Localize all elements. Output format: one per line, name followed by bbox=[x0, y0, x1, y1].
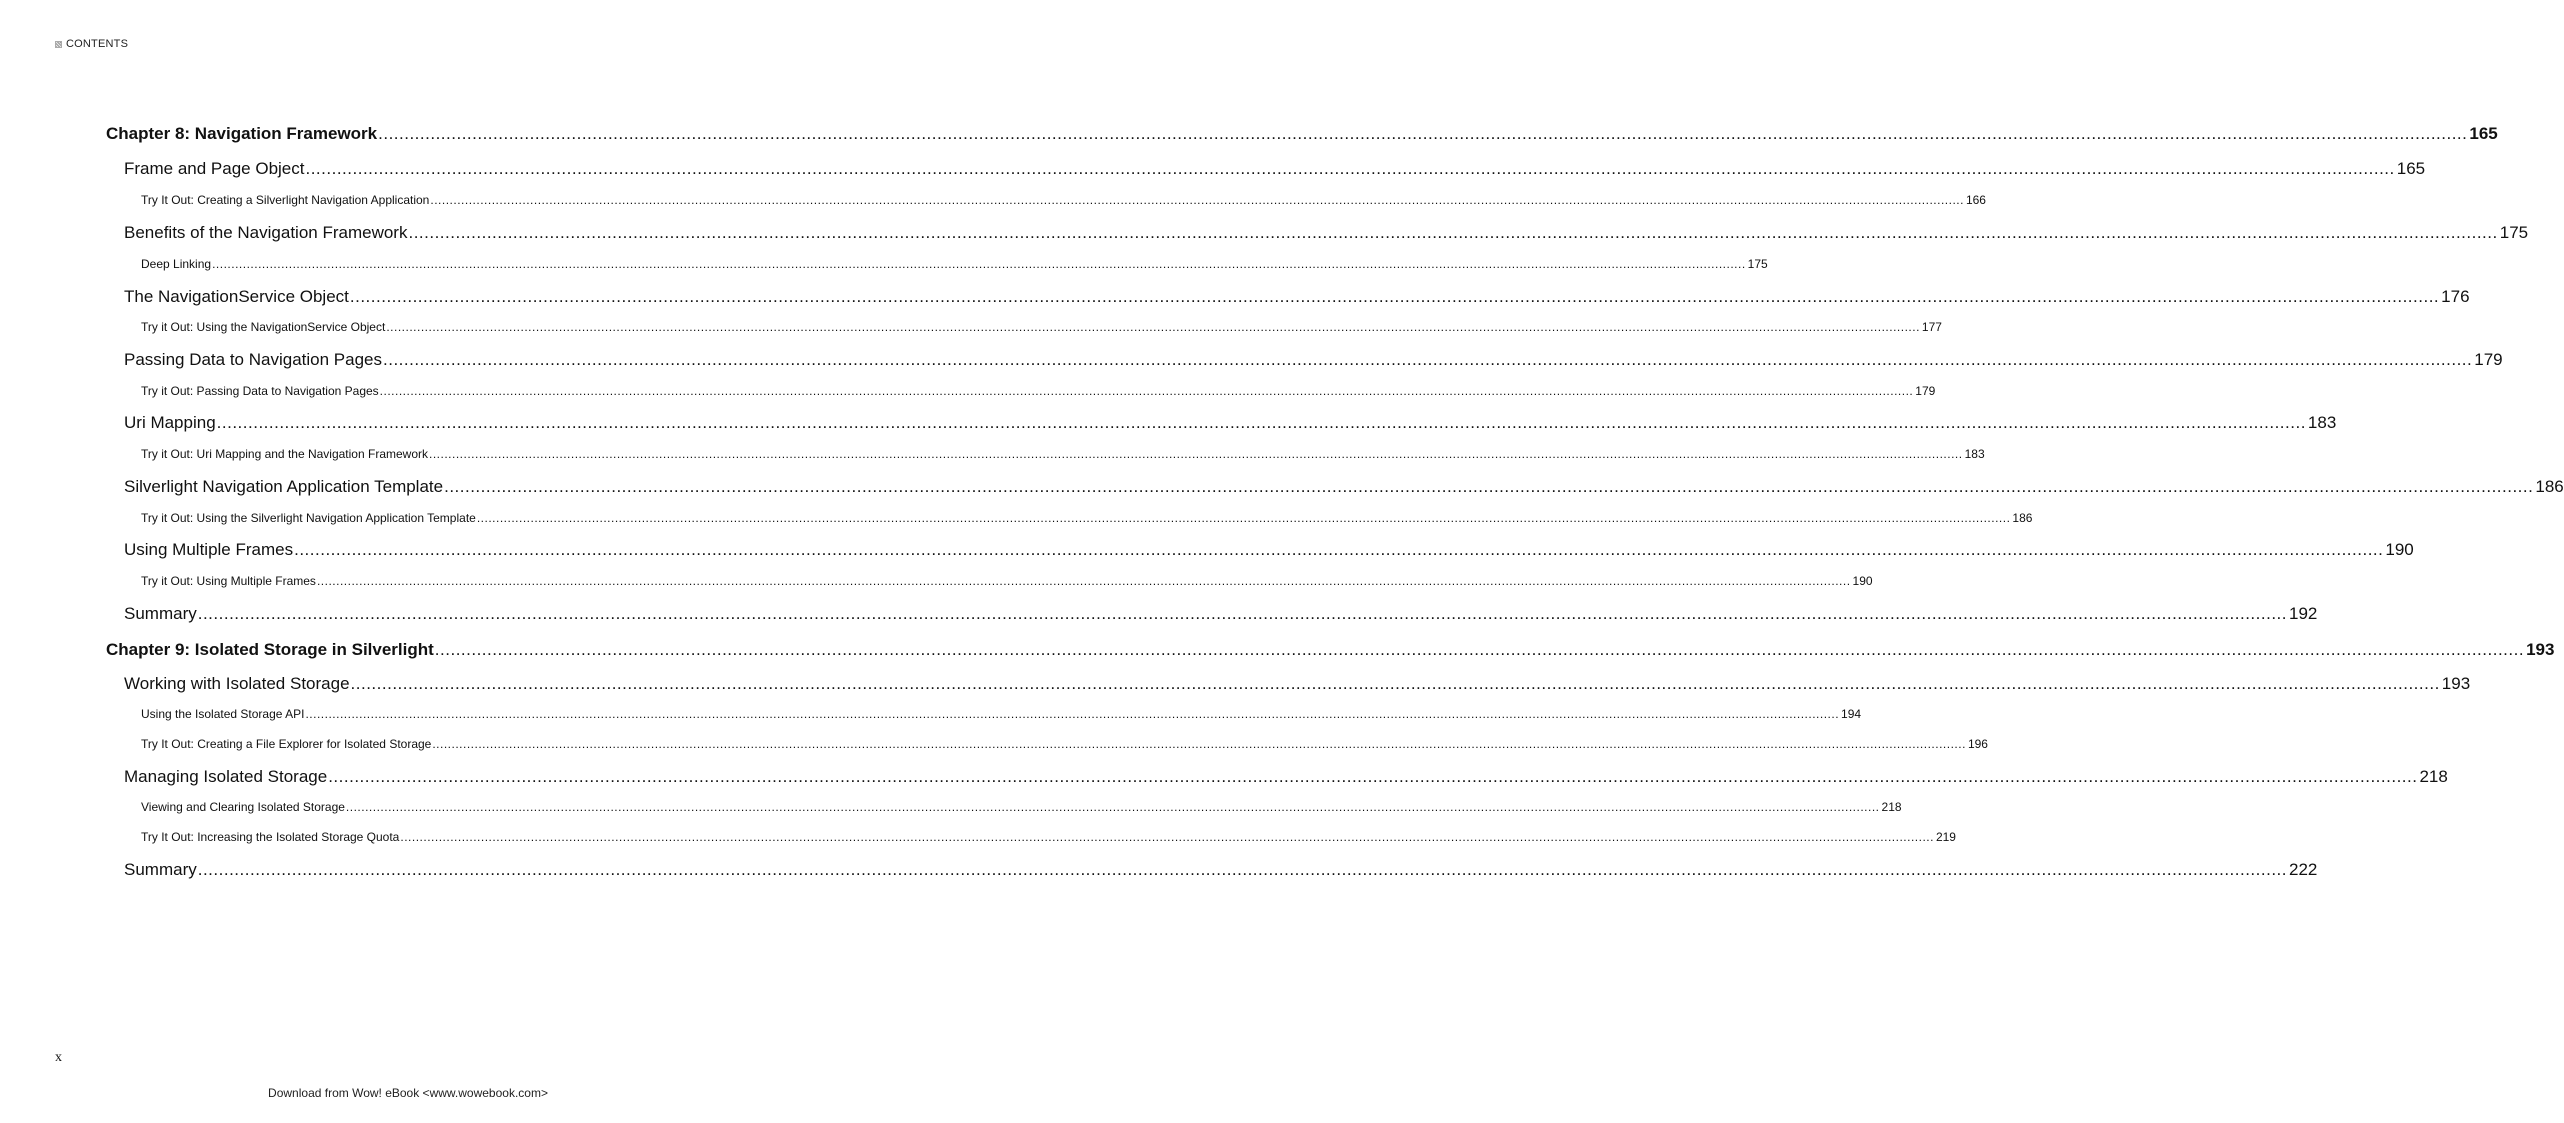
toc-subsection[interactable] bbox=[141, 830, 1956, 844]
leader-dots: ................................................................................................................................................................................................................................................................................................................................................................................................................ bbox=[345, 800, 1880, 814]
leader-dots: ................................................................................................................................................................................................................................................................................................................................................................................................................ bbox=[429, 447, 1963, 461]
toc-chapter-8[interactable] bbox=[103, 124, 2498, 144]
toc-entry-title: Try It Out: Creating a File Explorer for Isolated Storage bbox=[141, 737, 432, 751]
toc-entry-page: 219 bbox=[1935, 830, 1956, 844]
leader-dots: ................................................................................................................................................................................................................................................................................................................................................................................................................ bbox=[378, 124, 2468, 143]
toc-entry-title: Chapter 8: Navigation Framework bbox=[106, 124, 378, 143]
leader-dots: ................................................................................................................................................................................................................................................................................................................................................................................................................ bbox=[430, 193, 1964, 207]
toc-entry-title: Silverlight Navigation Application Template bbox=[124, 477, 444, 496]
leader-dots: ................................................................................................................................................................................................................................................................................................................................................................................................................ bbox=[216, 413, 2306, 432]
toc-entry-title: Uri Mapping bbox=[124, 413, 216, 432]
toc-entry-page: 193 bbox=[2441, 674, 2471, 693]
toc-entry-title: Using Multiple Frames bbox=[124, 540, 294, 559]
leader-dots: ................................................................................................................................................................................................................................................................................................................................................................................................................ bbox=[328, 767, 2418, 786]
toc-entry-page: 190 bbox=[1852, 574, 1873, 588]
toc-subsection[interactable] bbox=[141, 447, 1985, 461]
toc-entry-title: The NavigationService Object bbox=[124, 287, 349, 306]
toc-section[interactable] bbox=[124, 860, 2318, 880]
toc-entry-page: 218 bbox=[2419, 767, 2448, 786]
toc-entry-page: 166 bbox=[1965, 193, 1986, 207]
leader-dots: ................................................................................................................................................................................................................................................................................................................................................................................................................ bbox=[383, 350, 2473, 369]
toc-entry-page: 175 bbox=[1747, 257, 1768, 271]
toc-entry-page: 179 bbox=[1915, 384, 1936, 398]
toc-entry-page: 186 bbox=[2535, 477, 2564, 496]
toc-section[interactable] bbox=[124, 767, 2448, 787]
toc-entry-page: 179 bbox=[2474, 350, 2503, 369]
toc-entry-title: Frame and Page Object bbox=[124, 159, 305, 178]
toc-entry-page: 186 bbox=[2012, 511, 2033, 525]
toc-section[interactable] bbox=[124, 159, 2426, 179]
toc-chapter-9[interactable] bbox=[103, 640, 2555, 660]
toc-entry-title: Try it Out: Uri Mapping and the Navigation Framework bbox=[141, 447, 428, 461]
leader-dots: ................................................................................................................................................................................................................................................................................................................................................................................................................ bbox=[305, 159, 2395, 178]
leader-dots: ................................................................................................................................................................................................................................................................................................................................................................................................................ bbox=[212, 257, 1746, 271]
leader-dots: ................................................................................................................................................................................................................................................................................................................................................................................................................ bbox=[197, 604, 2287, 623]
toc-subsection[interactable] bbox=[141, 384, 1936, 398]
leader-dots: ................................................................................................................................................................................................................................................................................................................................................................................................................ bbox=[350, 674, 2440, 693]
toc-entry-title: Try it Out: Passing Data to Navigation Pages bbox=[141, 384, 379, 398]
running-head-label: CONTENTS bbox=[66, 38, 129, 50]
toc-entry-title: Deep Linking bbox=[141, 257, 212, 271]
toc-entry-title: Chapter 9: Isolated Storage in Silverlight bbox=[106, 640, 434, 659]
toc-entry-title: Working with Isolated Storage bbox=[124, 674, 350, 693]
page-folio: x bbox=[55, 1050, 62, 1065]
toc-entry-page: 177 bbox=[1921, 320, 1942, 334]
leader-dots: ................................................................................................................................................................................................................................................................................................................................................................................................................ bbox=[316, 574, 1851, 588]
leader-dots: ................................................................................................................................................................................................................................................................................................................................................................................................................ bbox=[294, 540, 2384, 559]
leader-dots: ................................................................................................................................................................................................................................................................................................................................................................................................................ bbox=[408, 223, 2498, 242]
toc-entry-page: 176 bbox=[2441, 287, 2470, 306]
toc-entry-title: Try it Out: Using the Silverlight Navigation Application Template bbox=[141, 511, 476, 525]
leader-dots: ................................................................................................................................................................................................................................................................................................................................................................................................................ bbox=[476, 511, 2011, 525]
toc-entry-title: Summary bbox=[124, 860, 197, 879]
toc-entry-page: 175 bbox=[2499, 223, 2529, 242]
toc-entry-page: 193 bbox=[2526, 640, 2555, 659]
toc-section[interactable] bbox=[124, 223, 2529, 243]
leader-dots: ................................................................................................................................................................................................................................................................................................................................................................................................................ bbox=[434, 640, 2525, 659]
download-footer: Download from Wow! eBook <www.wowebook.com> bbox=[268, 1086, 548, 1100]
leader-dots: ................................................................................................................................................................................................................................................................................................................................................................................................................ bbox=[349, 287, 2440, 306]
toc-section[interactable] bbox=[124, 413, 2337, 433]
toc-entry-page: 165 bbox=[2396, 159, 2426, 178]
toc-subsection[interactable] bbox=[141, 193, 1986, 207]
toc-subsection[interactable] bbox=[141, 257, 1768, 271]
toc-entry-page: 194 bbox=[1841, 707, 1862, 721]
toc-entry-title: Viewing and Clearing Isolated Storage bbox=[141, 800, 345, 814]
toc-entry-title: Try It Out: Increasing the Isolated Storage Quota bbox=[141, 830, 400, 844]
toc-entry-title: Benefits of the Navigation Framework bbox=[124, 223, 408, 242]
toc-section[interactable] bbox=[124, 350, 2503, 370]
toc-subsection[interactable] bbox=[141, 574, 1873, 588]
toc-entry-title: Try it Out: Using Multiple Frames bbox=[141, 574, 316, 588]
toc-entry-page: 192 bbox=[2289, 604, 2318, 623]
leader-dots: ................................................................................................................................................................................................................................................................................................................................................................................................................ bbox=[400, 830, 1934, 844]
leader-dots: ................................................................................................................................................................................................................................................................................................................................................................................................................ bbox=[197, 860, 2287, 879]
toc-entry-page: 183 bbox=[1964, 447, 1985, 461]
toc-subsection[interactable] bbox=[141, 511, 2033, 525]
toc-section[interactable] bbox=[124, 540, 2414, 560]
toc-subsection[interactable] bbox=[141, 800, 1902, 814]
toc-entry-page: 165 bbox=[2469, 124, 2498, 143]
toc-entry-title: Using the Isolated Storage API bbox=[141, 707, 305, 721]
toc-entry-title: Managing Isolated Storage bbox=[124, 767, 328, 786]
toc-section[interactable] bbox=[124, 477, 2564, 497]
toc-entry-page: 218 bbox=[1881, 800, 1902, 814]
toc-entry-page: 183 bbox=[2307, 413, 2337, 432]
toc-entry-page: 196 bbox=[1967, 737, 1988, 751]
leader-dots: ................................................................................................................................................................................................................................................................................................................................................................................................................ bbox=[432, 737, 1966, 751]
toc-entry-title: Passing Data to Navigation Pages bbox=[124, 350, 382, 369]
toc-entry-page: 190 bbox=[2385, 540, 2414, 559]
toc-entry-page: 222 bbox=[2289, 860, 2318, 879]
toc-entry-title: Summary bbox=[124, 604, 197, 623]
toc-entry-title: Try It Out: Creating a Silverlight Navigation Application bbox=[141, 193, 430, 207]
toc-subsection[interactable] bbox=[141, 320, 1942, 334]
leader-dots: ................................................................................................................................................................................................................................................................................................................................................................................................................ bbox=[444, 477, 2534, 496]
toc-section[interactable] bbox=[124, 604, 2318, 624]
leader-dots: ................................................................................................................................................................................................................................................................................................................................................................................................................ bbox=[379, 384, 1914, 398]
toc-subsection[interactable] bbox=[141, 707, 1862, 721]
leader-dots: ................................................................................................................................................................................................................................................................................................................................................................................................................ bbox=[305, 707, 1840, 721]
toc-subsection[interactable] bbox=[141, 737, 1988, 751]
toc-section[interactable] bbox=[124, 287, 2470, 307]
toc-section[interactable] bbox=[124, 674, 2471, 694]
toc-entry-title: Try it Out: Using the NavigationService Object bbox=[141, 320, 386, 334]
leader-dots: ................................................................................................................................................................................................................................................................................................................................................................................................................ bbox=[386, 320, 1920, 334]
